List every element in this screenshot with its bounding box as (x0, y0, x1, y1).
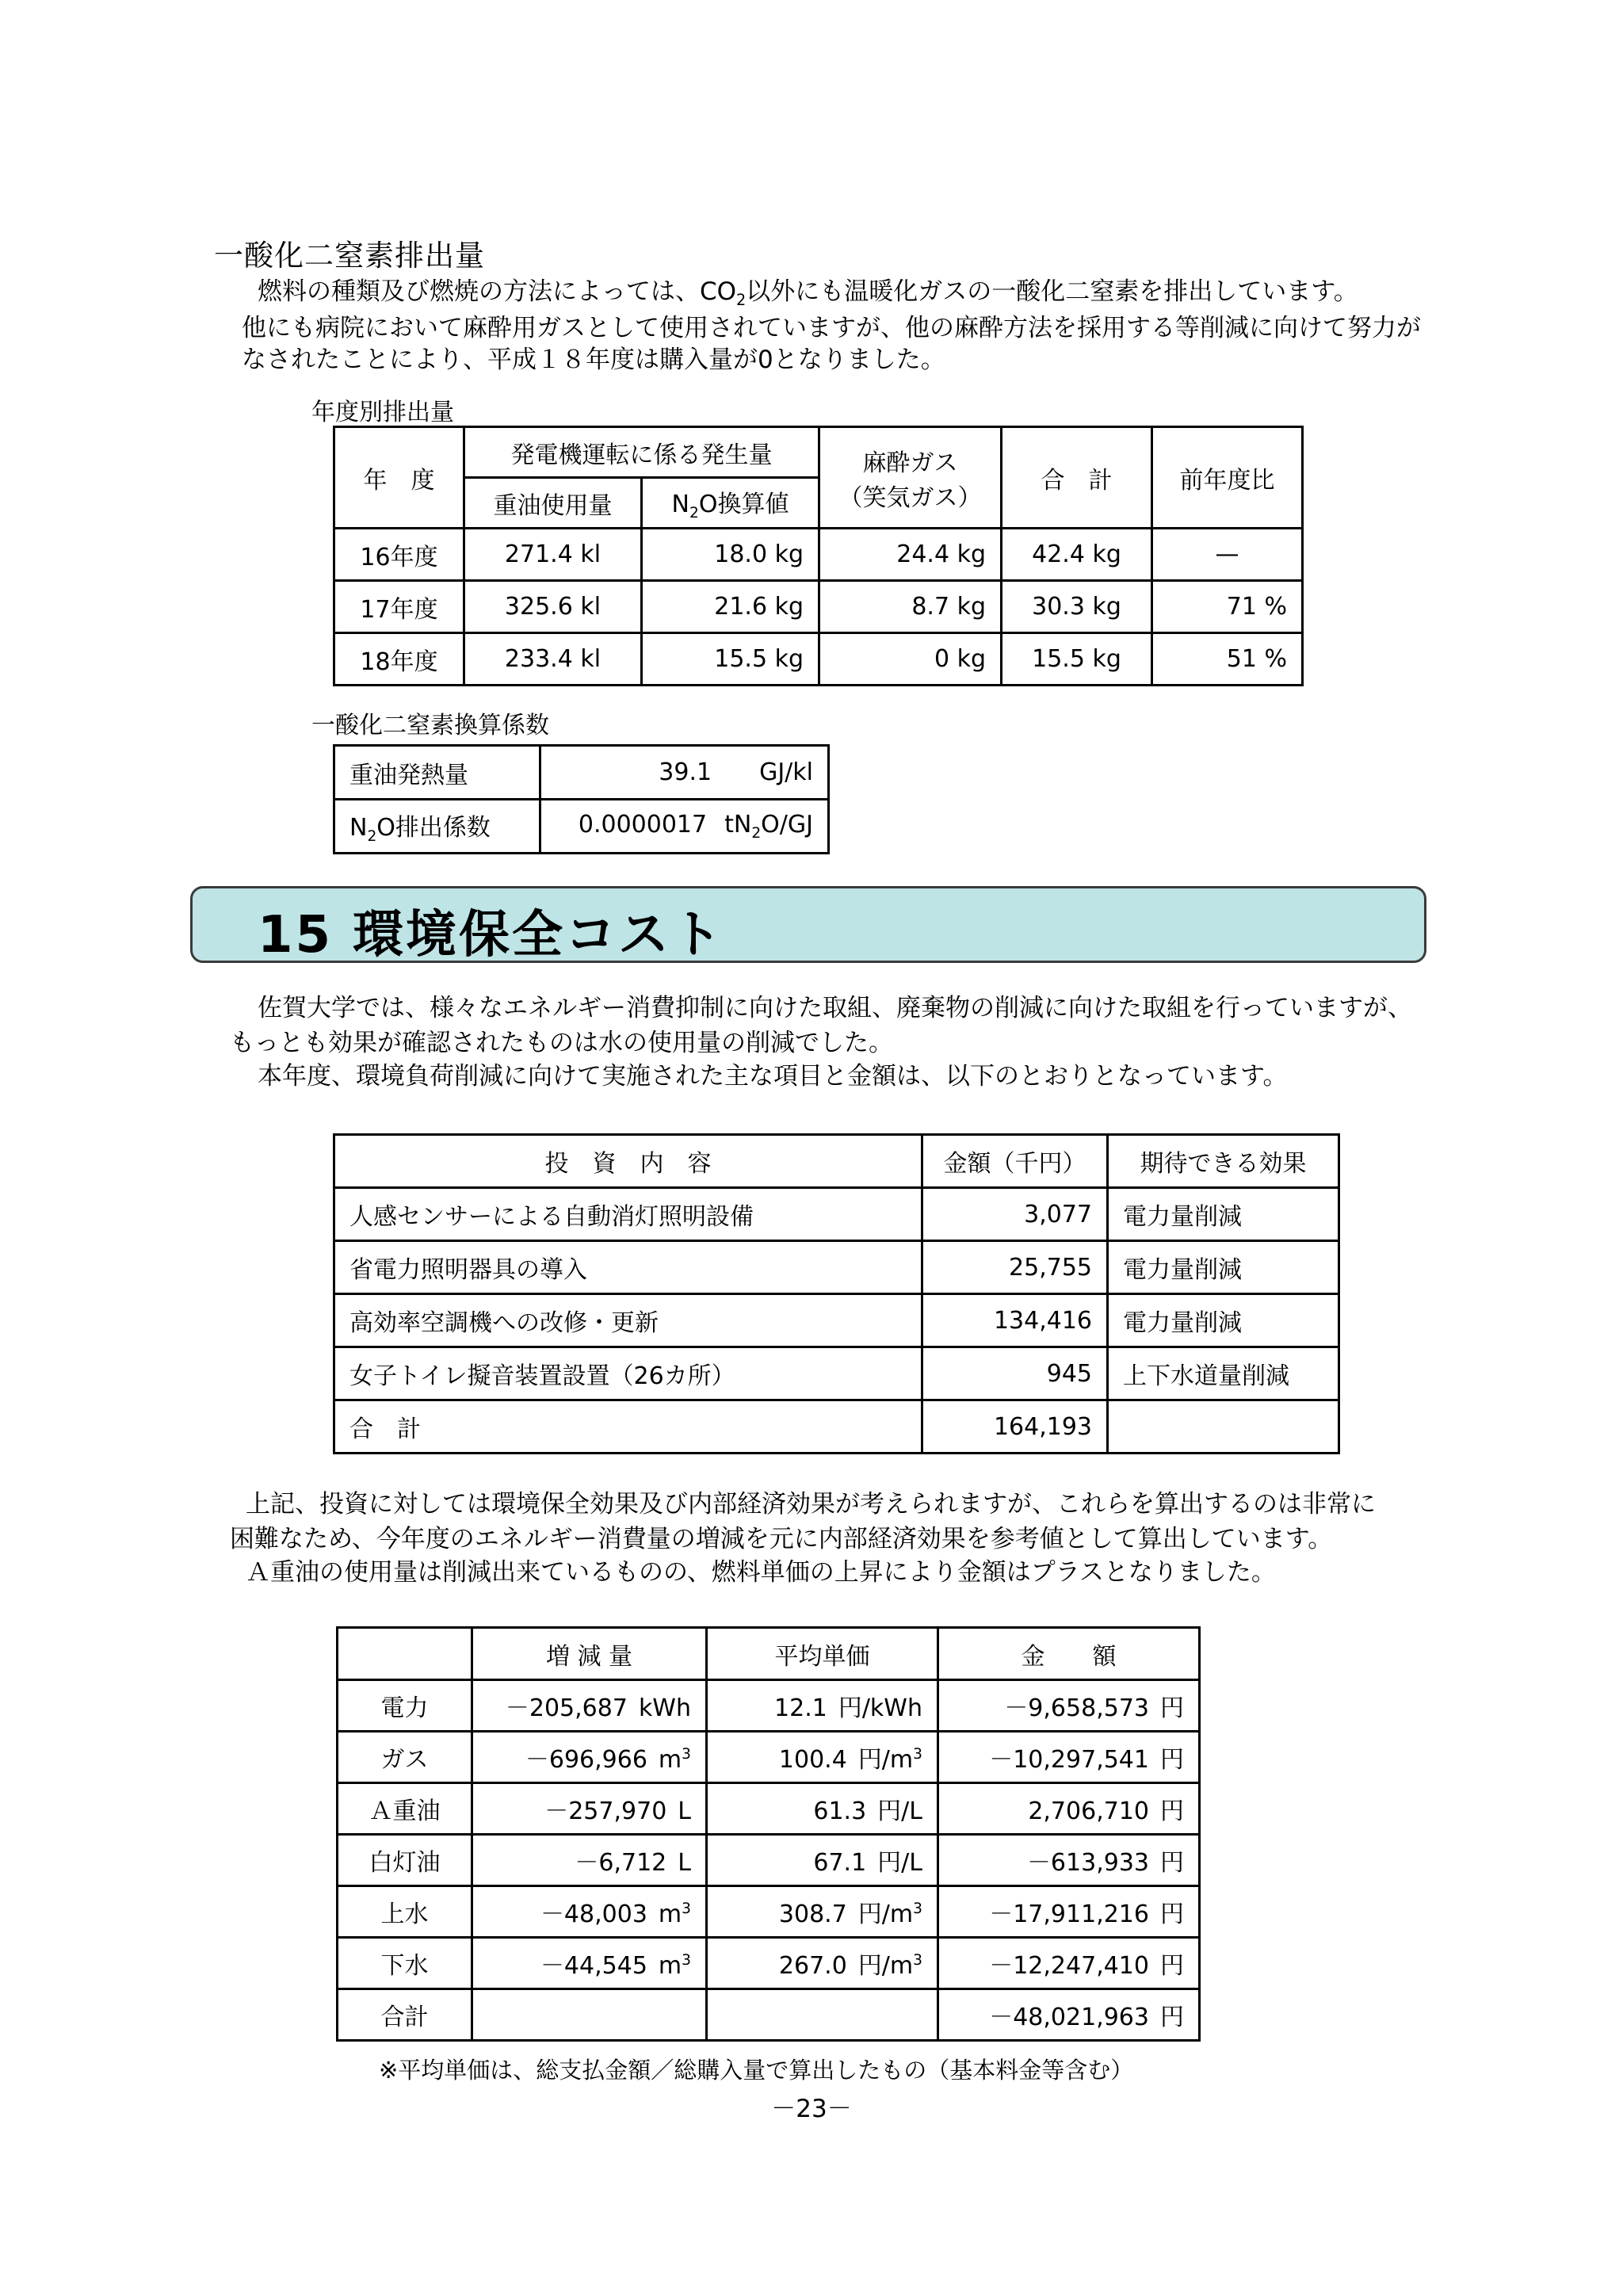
table-row (338, 1886, 1200, 1938)
table-row (338, 1783, 1200, 1835)
col-generator-header: 発電機運転に係る発生量 (464, 427, 819, 478)
change-cell: －257,970 L (472, 1783, 707, 1835)
n2o-paragraph-line3: なされたことにより、平成１８年度は購入量が0となりました。 (242, 346, 945, 374)
section15-para2-line2: 困難なため、今年度のエネルギー消費量の増減を元に内部経済効果を参考値として算出しています。 (230, 1525, 1333, 1553)
content-cell: 女子トイレ擬音装置設置（26カ所） (334, 1347, 922, 1400)
unit-price-cell: 100.4 円$/m^3$ (707, 1732, 938, 1783)
content-cell: 人感センサーによる自動消灯照明設備 (334, 1188, 922, 1241)
col-unit-price-header: 平均単価 (707, 1628, 938, 1680)
table-row (338, 1835, 1200, 1886)
table-row (338, 1732, 1200, 1783)
col-change-header: 増 減 量 (472, 1628, 707, 1680)
col-n2o-header: $N_2O$換算値 (642, 478, 819, 529)
col-year-header: 年 度 (334, 427, 464, 529)
table-row (334, 746, 829, 800)
table-row (334, 1294, 1339, 1347)
col-amount-header: 金額（千円） (922, 1135, 1108, 1188)
total-amount-cell: 164,193 (922, 1400, 1108, 1454)
amount-cell: －9,658,573 円 (938, 1680, 1200, 1732)
oil-cell: 233.4 kl (464, 633, 642, 686)
amount-cell: 2,706,710 円 (938, 1783, 1200, 1835)
total-effect-cell (1108, 1400, 1339, 1454)
total-amount-cell: －48,021,963 円 (938, 1989, 1200, 2041)
change-cell: －48,003 $m^3$ (472, 1886, 707, 1938)
economic-effect-table (336, 1626, 1201, 2042)
footnote: ※平均単価は、総支払金額／総購入量で算出したもの（基本料金等含む） (379, 2057, 1134, 2084)
n2o-emission-factor-label: $N_2O$排出係数 (334, 800, 540, 854)
section15-para-line3: 本年度、環境負荷削減に向けて実施された主な項目と金額は、以下のとおりとなっています。 (258, 1062, 1288, 1091)
col-anesthesia-header (819, 427, 1002, 529)
unit-price-cell: 308.7 円$/m^3$ (707, 1886, 938, 1938)
total-cell: 30.3 kg (1002, 581, 1152, 633)
col-total-header: 合 計 (1002, 427, 1152, 529)
col-ratio-header: 前年度比 (1152, 427, 1303, 529)
content-cell: 省電力照明器具の導入 (334, 1241, 922, 1294)
col-content-header: 投 資 内 容 (334, 1135, 922, 1188)
unit-price-cell: 267.0 円$/m^3$ (707, 1938, 938, 1989)
effect-cell: 電力量削減 (1108, 1188, 1339, 1241)
effect-cell: 電力量削減 (1108, 1294, 1339, 1347)
col-effect-header: 期待できる効果 (1108, 1135, 1339, 1188)
item-cell: 下水 (338, 1938, 472, 1989)
section15-para2-line3: Ａ重油の使用量は削減出来ているものの、燃料単価の上昇により金額はプラスとなりました。 (246, 1558, 1276, 1587)
table-row (338, 1938, 1200, 1989)
oil-cell: 325.6 kl (464, 581, 642, 633)
ratio-cell: — (1152, 529, 1303, 581)
anesthesia-label: 麻酔ガス (862, 449, 958, 477)
n2o-cell: 21.6 kg (642, 581, 819, 633)
co2-subscript: 2 (736, 291, 747, 310)
table-row (334, 1347, 1339, 1400)
change-cell: －6,712 L (472, 1835, 707, 1886)
section15-para2-line1: 上記、投資に対しては環境保全効果及び内部経済効果が考えられますが、これらを算出するのは非常に (246, 1490, 1376, 1519)
n2o-heading: 一酸化二窒素排出量 (214, 239, 485, 273)
section15-para-line2: もっとも効果が確認されたものは水の使用量の削減でした。 (230, 1029, 893, 1057)
col-heavy-oil-header: 重油使用量 (464, 478, 642, 529)
effect-cell: 上下水道量削減 (1108, 1347, 1339, 1400)
total-row (334, 1400, 1339, 1454)
total-row (338, 1989, 1200, 2041)
change-cell: －696,966 $m^3$ (472, 1732, 707, 1783)
amount-cell: 3,077 (922, 1188, 1108, 1241)
item-cell: 上水 (338, 1886, 472, 1938)
section-title-text: 環境保全コスト (353, 906, 724, 965)
amount-cell: －10,297,541 円 (938, 1732, 1200, 1783)
conversion-factor-table (333, 744, 830, 854)
table-row (334, 1241, 1339, 1294)
emissions-table (333, 426, 1304, 686)
n2o-paragraph-line1 (258, 277, 1358, 315)
change-cell: －205,687 kWh (472, 1680, 707, 1732)
amount-cell: －613,933 円 (938, 1835, 1200, 1886)
n2o-para-text-b: 以外にも温暖化ガスの一酸化二窒素を排出しています。 (746, 277, 1358, 306)
section-number: 15 (258, 906, 334, 965)
anesthesia-sublabel: （笑気ガス） (838, 483, 982, 512)
content-cell: 高効率空調機への改修・更新 (334, 1294, 922, 1347)
change-cell: －44,545 $m^3$ (472, 1938, 707, 1989)
n2o-cell: 15.5 kg (642, 633, 819, 686)
unit-price-cell: 12.1 円/kWh (707, 1680, 938, 1732)
total-cell: 42.4 kg (1002, 529, 1152, 581)
section15-para-line1: 佐賀大学では、様々なエネルギー消費抑制に向けた取組、廃棄物の削減に向けた取組を行っていますが、 (258, 994, 1412, 1022)
amount-cell: 945 (922, 1347, 1108, 1400)
n2o-emission-factor-value: 0.0000017 $tN_2O/GJ$ (540, 800, 829, 854)
investment-table (333, 1133, 1340, 1454)
ratio-cell: 71 % (1152, 581, 1303, 633)
amount-cell: －12,247,410 円 (938, 1938, 1200, 1989)
table-row (334, 1188, 1339, 1241)
amount-cell: 25,755 (922, 1241, 1108, 1294)
item-cell: ガス (338, 1732, 472, 1783)
page-number: －23－ (771, 2095, 852, 2123)
heavy-oil-heat-value: 39.1 GJ/kl (540, 746, 829, 800)
emissions-caption: 年度別排出量 (311, 399, 454, 426)
heavy-oil-heat-label: 重油発熱量 (334, 746, 540, 800)
total-label-cell: 合計 (338, 1989, 472, 2041)
effect-cell: 電力量削減 (1108, 1241, 1339, 1294)
n2o-para-text-a: 燃料の種類及び燃焼の方法によっては、CO (258, 277, 737, 306)
year-cell: 17年度 (334, 581, 464, 633)
amount-cell: 134,416 (922, 1294, 1108, 1347)
item-cell: 電力 (338, 1680, 472, 1732)
total-label-cell: 合 計 (334, 1400, 922, 1454)
unit-price-cell: 61.3 円/L (707, 1783, 938, 1835)
col-item-header (338, 1628, 472, 1680)
section-title (258, 894, 724, 967)
ratio-cell: 51 % (1152, 633, 1303, 686)
unit-price-cell: 67.1 円/L (707, 1835, 938, 1886)
table-row (334, 633, 1303, 686)
anesthesia-cell: 8.7 kg (819, 581, 1002, 633)
year-cell: 16年度 (334, 529, 464, 581)
col-amount-header: 金 額 (938, 1628, 1200, 1680)
item-cell: Ａ重油 (338, 1783, 472, 1835)
factor-caption: 一酸化二窒素換算係数 (311, 712, 549, 739)
table-row (334, 800, 829, 854)
total-change-cell (472, 1989, 707, 2041)
year-cell: 18年度 (334, 633, 464, 686)
oil-cell: 271.4 kl (464, 529, 642, 581)
anesthesia-cell: 0 kg (819, 633, 1002, 686)
amount-cell: －17,911,216 円 (938, 1886, 1200, 1938)
table-row (338, 1680, 1200, 1732)
table-row (334, 529, 1303, 581)
n2o-paragraph-line2: 他にも病院において麻酔用ガスとして使用されていますが、他の麻酔方法を採用する等削減に向けて努力が (242, 314, 1421, 342)
total-unit-price-cell (707, 1989, 938, 2041)
table-row (334, 581, 1303, 633)
n2o-cell: 18.0 kg (642, 529, 819, 581)
total-cell: 15.5 kg (1002, 633, 1152, 686)
anesthesia-cell: 24.4 kg (819, 529, 1002, 581)
item-cell: 白灯油 (338, 1835, 472, 1886)
